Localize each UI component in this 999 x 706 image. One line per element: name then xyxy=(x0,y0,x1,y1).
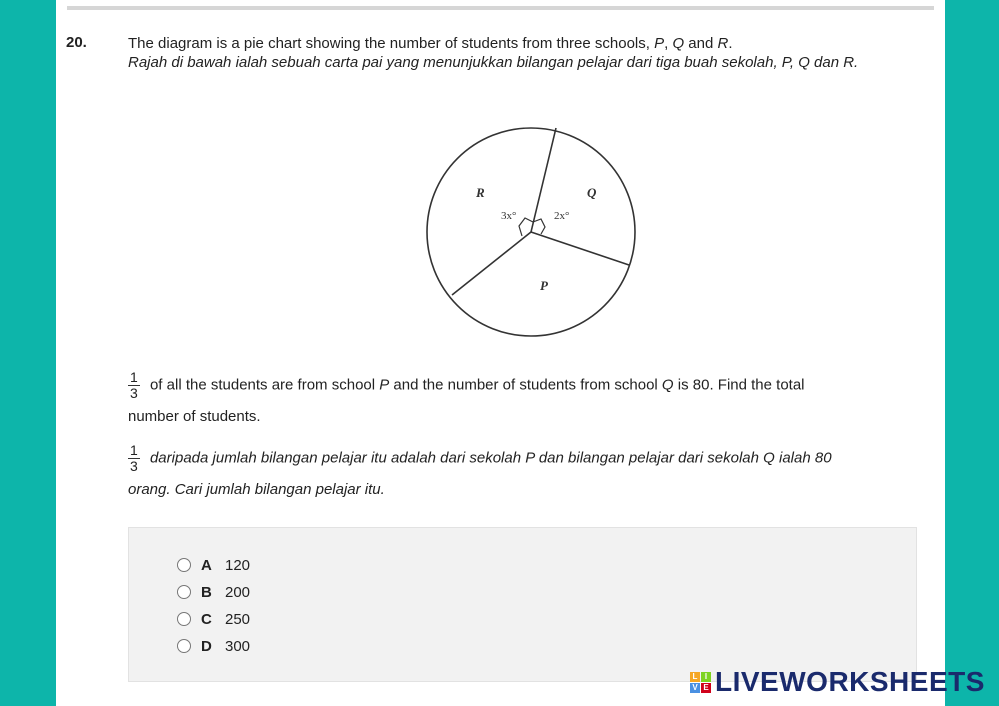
option-value: 250 xyxy=(225,610,251,628)
fraction-numerator: 1 xyxy=(130,369,138,385)
fraction-denominator: 3 xyxy=(130,385,138,401)
radio-button[interactable] xyxy=(177,639,191,653)
stem-text: and xyxy=(684,35,718,52)
top-divider xyxy=(67,6,934,10)
info-english xyxy=(128,370,938,427)
stem-malay: Rajah di bawah ialah sebuah carta pai yang menunjukkan bilangan pelajar dari tiga buah sekolah, P, Q dan R. xyxy=(128,54,859,71)
angle-label-r: 3x° xyxy=(501,210,517,222)
stem-text: , xyxy=(664,35,673,52)
answer-options-panel xyxy=(128,527,917,682)
pie-radius-q-p xyxy=(531,232,629,265)
info-text: and the number of students from school xyxy=(389,376,662,394)
pie-radius-r-p xyxy=(452,232,531,295)
option-letter: A xyxy=(201,556,212,574)
liveworksheets-logo xyxy=(690,666,985,698)
option-value: 300 xyxy=(225,637,251,655)
stem-text: The diagram is a pie chart showing the number of students from three schools, xyxy=(128,35,655,52)
logo-letter: E xyxy=(701,683,711,693)
pie-diagram xyxy=(400,115,660,345)
info-text: daripada jumlah bilangan pelajar itu adalah dari sekolah P dan bilangan pelajar dari sekolah Q ialah 80 xyxy=(145,449,832,467)
angle-label-q: 2x° xyxy=(554,210,570,222)
option-d[interactable] xyxy=(177,636,250,656)
logo-letter: L xyxy=(690,672,700,682)
stem-text: Q xyxy=(672,35,685,52)
option-c[interactable] xyxy=(177,609,250,629)
info-malay xyxy=(128,443,938,500)
stem-text: R xyxy=(717,35,729,52)
question-stem xyxy=(128,34,928,72)
stem-text: . xyxy=(728,35,733,52)
option-a[interactable] xyxy=(177,555,250,575)
left-teal-border xyxy=(0,0,56,706)
info-text: of all the students are from school xyxy=(145,376,380,394)
option-value: 200 xyxy=(225,583,251,601)
fraction-numerator: 1 xyxy=(130,442,138,458)
question-number: 20. xyxy=(66,34,87,51)
option-value: 120 xyxy=(225,556,251,574)
logo-letter: V xyxy=(690,683,700,693)
info-text: P xyxy=(379,376,390,394)
option-letter: C xyxy=(201,610,212,628)
sector-label-r: R xyxy=(476,185,485,200)
logo-icon xyxy=(690,672,711,693)
stem-english xyxy=(128,34,928,53)
info-text-continued: orang. Cari jumlah bilangan pelajar itu. xyxy=(128,481,385,498)
info-text-continued: number of students. xyxy=(128,408,261,425)
right-teal-border xyxy=(945,0,999,706)
fraction-denominator: 3 xyxy=(130,458,138,474)
sector-label-p: P xyxy=(540,278,548,293)
info-text: Q xyxy=(661,376,674,394)
logo-wordmark: LIVEWORKSHEETS xyxy=(715,666,985,697)
angle-arc-r xyxy=(519,218,533,236)
logo-letter: I xyxy=(701,672,711,682)
option-letter: B xyxy=(201,583,212,601)
angle-arc-q xyxy=(533,219,545,234)
info-text: is 80. Find the total xyxy=(673,376,805,394)
option-letter: D xyxy=(201,637,212,655)
pie-radius-q-r xyxy=(531,128,556,232)
radio-button[interactable] xyxy=(177,585,191,599)
radio-button[interactable] xyxy=(177,558,191,572)
option-b[interactable] xyxy=(177,582,250,602)
stem-text: P xyxy=(654,35,665,52)
radio-button[interactable] xyxy=(177,612,191,626)
fraction-one-third xyxy=(128,443,140,474)
fraction-one-third xyxy=(128,370,140,401)
sector-label-q: Q xyxy=(587,185,597,200)
